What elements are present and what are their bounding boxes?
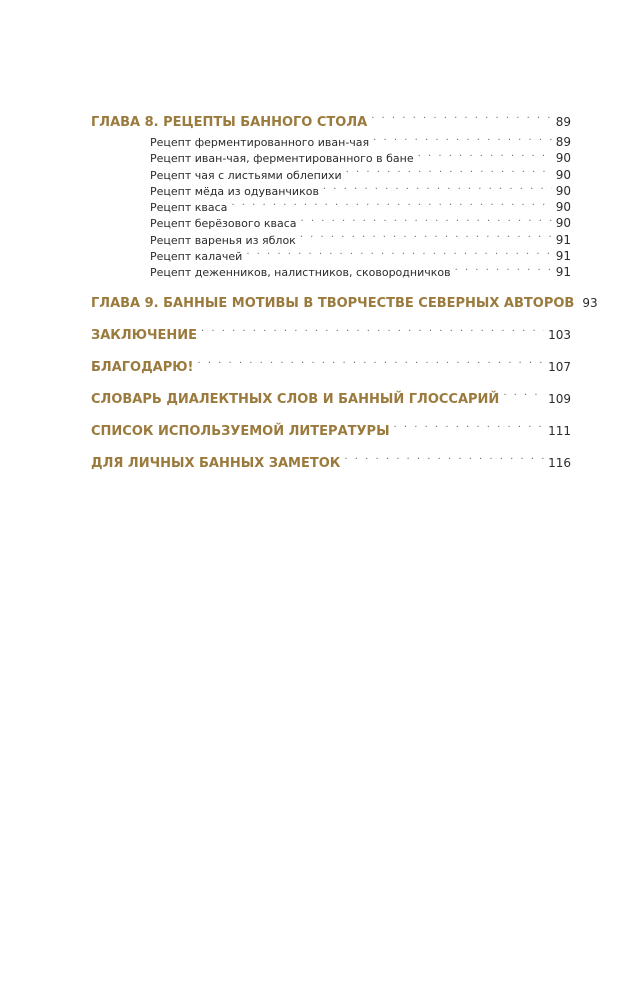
- toc-page-number: 111: [548, 423, 571, 438]
- dot-leader: [371, 116, 552, 126]
- toc-entry-title: Рецепт ферментированного иван-чая: [150, 136, 370, 149]
- toc-page-number: 89: [555, 115, 571, 129]
- toc-chapter-8[interactable]: [91, 112, 571, 132]
- toc-page-number: 103: [548, 327, 571, 342]
- toc-page-number: 90: [555, 200, 571, 215]
- toc-page-number: 116: [548, 455, 571, 470]
- toc-chapter-9[interactable]: [91, 293, 598, 313]
- toc-recipe-entry[interactable]: [91, 264, 571, 280]
- toc-bibliography[interactable]: [91, 421, 571, 441]
- toc-recipe-entry[interactable]: [91, 199, 571, 215]
- dot-leader: [201, 329, 544, 339]
- toc-entry-title: СПИСОК ИСПОЛЬЗУЕМОЙ ЛИТЕРАТУРЫ: [91, 423, 390, 439]
- toc-entry-title: Рецепт варенья из яблок: [150, 233, 296, 247]
- toc-recipe-entry[interactable]: [91, 183, 571, 199]
- toc-entry-title: Рецепт кваса: [150, 201, 228, 215]
- toc-recipe-entry[interactable]: [91, 134, 571, 150]
- toc-recipe-entry[interactable]: [91, 150, 571, 166]
- dot-leader: [373, 136, 552, 146]
- toc-entry-title: Рецепт иван-чая, ферментированного в бане: [150, 152, 414, 166]
- dot-leader: [418, 152, 552, 162]
- toc-page-number: 90: [555, 216, 571, 231]
- toc-page-number: 91: [555, 265, 571, 280]
- recipe-list: [91, 134, 571, 281]
- toc-recipe-entry[interactable]: [91, 232, 571, 248]
- toc-page-number: 90: [555, 183, 571, 198]
- dot-leader: [323, 185, 552, 195]
- toc-entry-title: Рецепт чая с листьями облепихи: [150, 168, 342, 182]
- toc-page-number: 107: [548, 359, 571, 374]
- toc-recipe-entry[interactable]: [91, 167, 571, 183]
- toc-entry-title: СЛОВАРЬ ДИАЛЕКТНЫХ СЛОВ И БАННЫЙ ГЛОССАРИЙ: [91, 391, 500, 407]
- dot-leader: [346, 169, 552, 179]
- toc-entry-title: ЗАКЛЮЧЕНИЕ: [91, 327, 198, 343]
- toc-entry-title: Рецепт калачей: [150, 250, 243, 264]
- dot-leader: [344, 457, 544, 467]
- toc-page-number: 90: [555, 167, 571, 182]
- dot-leader: [246, 250, 551, 260]
- toc-entry-title: Рецепт мёда из одуванчиков: [150, 184, 319, 198]
- toc-page-number: 89: [555, 135, 571, 149]
- dot-leader: [394, 425, 545, 435]
- toc-entry-title: Рецепт деженников, налистников, сковородничков: [150, 266, 451, 280]
- dot-leader: [231, 201, 551, 211]
- toc-conclusion[interactable]: [91, 325, 571, 345]
- toc-page-number: 93: [582, 295, 598, 310]
- toc-notes[interactable]: [91, 453, 571, 473]
- toc-entry-title: ГЛАВА 8. РЕЦЕПТЫ БАННОГО СТОЛА: [91, 115, 368, 130]
- toc-page-number: 91: [555, 249, 571, 264]
- toc-acknowledgements[interactable]: [91, 357, 571, 377]
- dot-leader: [301, 217, 552, 227]
- toc-entry-title: ГЛАВА 9. БАННЫЕ МОТИВЫ В ТВОРЧЕСТВЕ СЕВЕРНЫХ АВТОРОВ: [91, 295, 575, 311]
- toc-page-number: 91: [555, 232, 571, 247]
- toc-entry-title: ДЛЯ ЛИЧНЫХ БАННЫХ ЗАМЕТОК: [91, 455, 341, 471]
- toc-glossary[interactable]: [91, 389, 571, 409]
- dot-leader: [455, 266, 552, 276]
- toc-page-number: 90: [555, 151, 571, 166]
- dot-leader: [300, 234, 552, 244]
- toc-entry-title: БЛАГОДАРЮ!: [91, 359, 194, 375]
- dot-leader: [503, 393, 544, 403]
- table-of-contents: [91, 112, 598, 473]
- toc-recipe-entry[interactable]: [91, 215, 571, 231]
- toc-recipe-entry[interactable]: [91, 248, 571, 264]
- dot-leader: [197, 361, 544, 371]
- toc-page-number: 109: [548, 391, 571, 406]
- toc-entry-title: Рецепт берёзового кваса: [150, 217, 297, 231]
